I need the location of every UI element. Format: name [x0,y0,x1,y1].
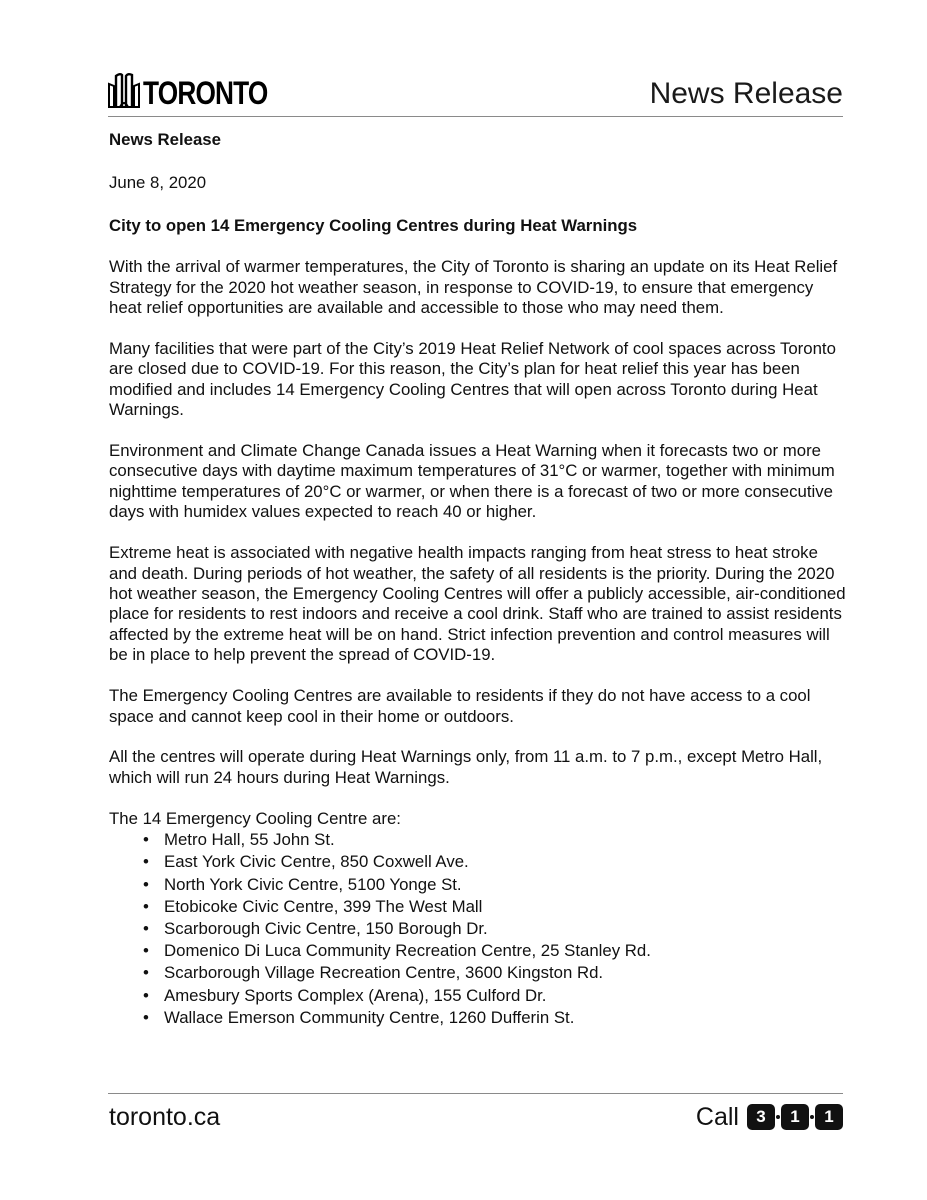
release-headline: City to open 14 Emergency Cooling Centres during Heat Warnings [109,215,638,235]
list-item: • North York Civic Centre, 5100 Yonge St. [109,874,849,896]
list-item: • East York Civic Centre, 850 Coxwell Ave. [109,851,849,873]
bullet-icon: • [143,896,149,916]
centres-list [109,829,849,1029]
key-separator [810,1115,814,1119]
keypad-icon [747,1104,843,1130]
list-item: • Wallace Emerson Community Centre, 1260 Dufferin St. [109,1007,849,1029]
paragraph-heat-warning: Environment and Climate Change Canada issues a Heat Warning when it forecasts two or more consecutive days with daytime maximum temperatures of 31°C or warmer, together with minimum nighttime temperatures of 20°C or warmer, or when there is a forecast of two or more consecutive days with humidex values expected to reach 40 or higher. [109,441,835,522]
paragraph-availability: The Emergency Cooling Centres are available to residents if they do not have access to a cool space and cannot keep cool in their home or outdoors. [109,686,811,726]
page-header [108,60,843,117]
paragraph-network: Many facilities that were part of the City’s 2019 Heat Relief Network of cool spaces across Toronto are closed due to COVID-19. For this reason, the City’s plan for heat relief this year has been modified and includes 14 Emergency Cooling Centres that will open across Toronto during Heat Warnings. [109,338,836,420]
release-label: News Release [109,130,221,149]
release-body [109,130,849,1029]
centres-list-intro: The 14 Emergency Cooling Centre are: [109,808,401,828]
call-311-badge [696,1102,843,1132]
bullet-icon: • [143,985,149,1005]
bullet-icon: • [143,1007,149,1027]
list-item: • Scarborough Village Recreation Centre, 3600 Kingston Rd. [109,962,849,984]
release-date: June 8, 2020 [109,173,207,193]
key-1: 1 [781,1104,809,1130]
header-title: News Release [649,77,843,110]
key-separator [776,1115,780,1119]
bullet-icon: • [143,918,149,938]
list-item: • Metro Hall, 55 John St. [109,829,849,851]
paragraph-extreme-heat: Extreme heat is associated with negative health impacts ranging from heat stress to heat stroke and death. During periods of hot weather, the safety of all residents is the priority. During the 2020 hot weather season, the Emergency Cooling Centres will offer a publicly accessible, air-conditioned place for residents to rest indoors and receive a cool drink. Staff who are trained to assist residents affected by the extreme heat will be on hand. Strict infection prevention and control measures will be in place to help prevent the spread of COVID-19. [109,543,846,665]
key-1: 1 [815,1104,843,1130]
bullet-icon: • [143,941,149,961]
footer-website: toronto.ca [109,1103,221,1131]
paragraph-intro: With the arrival of warmer temperatures, the City of Toronto is sharing an update on its Heat Relief Strategy for the 2020 hot weather season, in response to COVID-19, to ensure that emergency heat relief opportunities are available and accessible to those who may need them. [109,257,838,318]
city-hall-icon [108,72,140,108]
page-footer [108,1093,843,1144]
key-3: 3 [747,1104,775,1130]
logo-wordmark: TORONTO [143,75,268,111]
bullet-icon: • [143,963,149,983]
list-item: • Amesbury Sports Complex (Arena), 155 Culford Dr. [109,985,849,1007]
bullet-icon: • [143,830,149,850]
paragraph-hours: All the centres will operate during Heat Warnings only, from 11 a.m. to 7 p.m., except Metro Hall, which will run 24 hours during Heat Warnings. [109,747,823,787]
list-item: • Domenico Di Luca Community Recreation Centre, 25 Stanley Rd. [109,940,849,962]
call-label: Call [695,1103,739,1131]
bullet-icon: • [143,874,149,894]
city-of-toronto-logo [108,62,295,111]
list-item: • Etobicoke Civic Centre, 399 The West Mall [109,896,849,918]
list-item: • Scarborough Civic Centre, 150 Borough Dr. [109,918,849,940]
bullet-icon: • [143,852,149,872]
